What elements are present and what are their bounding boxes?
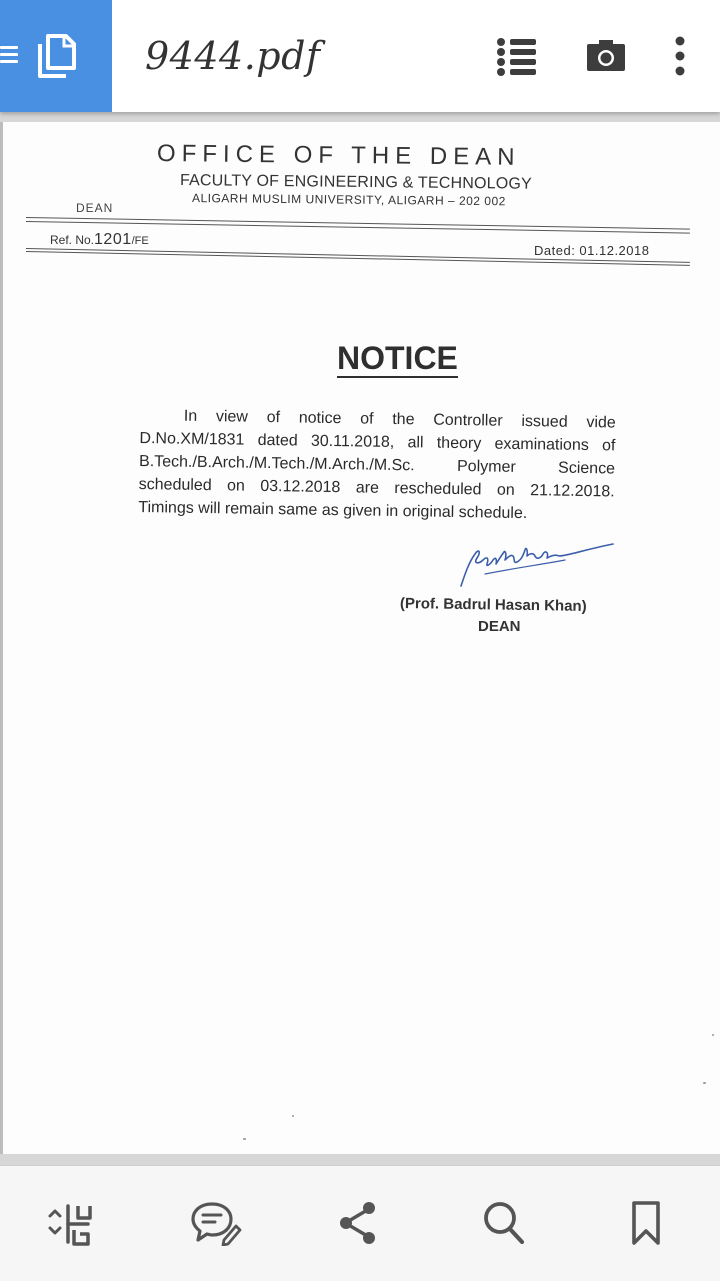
notice-date: Dated: 01.12.2018	[534, 243, 650, 258]
menu-button[interactable]	[0, 0, 112, 112]
notice-body-line: In view of notice of the Controller issued vide	[183, 407, 616, 432]
signatory-title: DEAN	[478, 618, 521, 635]
signatory-name: (Prof. Badrul Hasan Khan)	[399, 595, 587, 615]
more-vertical-icon[interactable]	[672, 36, 688, 76]
reference-number	[50, 231, 149, 249]
notice-body-line: Timings will remain same as given in original schedule.	[138, 498, 528, 523]
comment-icon[interactable]	[190, 1200, 242, 1246]
scan-speck	[292, 1115, 294, 1117]
scan-speck	[703, 1082, 706, 1084]
scan-speck	[712, 1034, 714, 1036]
signature	[455, 534, 617, 590]
search-icon[interactable]	[482, 1200, 526, 1246]
document-page[interactable]	[0, 122, 720, 1154]
scan-speck	[243, 1138, 246, 1140]
bookmark-icon[interactable]	[630, 1200, 662, 1246]
faculty-heading: FACULTY OF ENGINEERING & TECHNOLOGY	[179, 172, 533, 193]
ref-number: 1201	[94, 231, 132, 248]
university-heading: ALIGARH MUSLIM UNIVERSITY, ALIGARH – 202 002	[191, 191, 506, 209]
ref-prefix: Ref. No.	[50, 233, 95, 247]
share-icon[interactable]	[337, 1200, 379, 1246]
reflow-icon[interactable]	[46, 1202, 94, 1248]
page-edge	[0, 122, 3, 1154]
notice-title: NOTICE	[337, 340, 458, 376]
notice-body-line: scheduled on 03.12.2018 are rescheduled on 21.12.2018.	[138, 475, 615, 501]
notice-body-line: B.Tech./B.Arch./M.Tech./M.Arch./M.Sc. Polymer Science	[138, 452, 616, 478]
notice-body-line: D.No.XM/1831 dated 30.11.2018, all theory examinations of	[139, 429, 616, 455]
documents-icon	[36, 32, 78, 80]
notice-body	[138, 404, 616, 526]
document-title: 9444.pdf	[145, 34, 321, 78]
hamburger-menu-icon	[0, 46, 18, 64]
camera-icon[interactable]	[586, 40, 626, 72]
dean-label: DEAN	[76, 201, 114, 215]
top-app-bar	[0, 0, 720, 112]
office-heading: OFFICE OF THE DEAN	[156, 140, 521, 171]
ref-suffix: /FE	[131, 235, 149, 247]
bottom-toolbar	[0, 1165, 720, 1281]
outline-list-icon[interactable]	[496, 36, 538, 76]
